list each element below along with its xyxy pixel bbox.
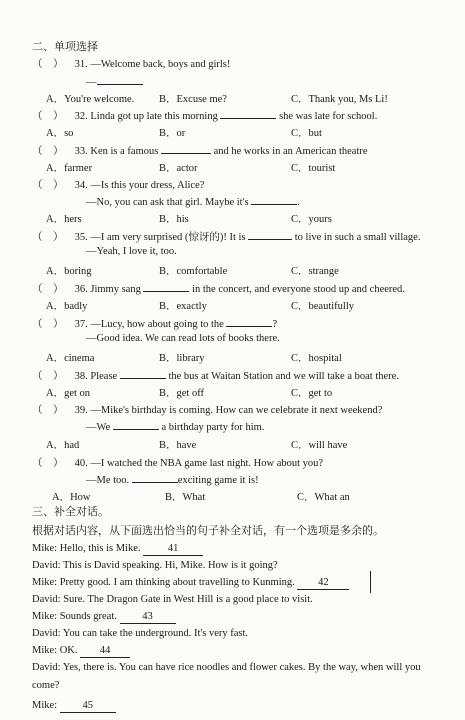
question-stem: —Welcome back, boys and girls!	[90, 59, 231, 70]
answer-blank	[143, 281, 189, 292]
answer-blank	[132, 472, 178, 483]
question-stem: —Mike's birthday is coming. How can we celebrate it next weekend?	[90, 405, 383, 416]
question-36	[32, 281, 405, 296]
question-number: 36.	[74, 284, 88, 295]
dialogue-line	[32, 700, 116, 713]
answer-paren[interactable]: （ ）	[32, 319, 64, 330]
question-39	[32, 402, 382, 417]
dialogue-text: Mike: OK.	[32, 645, 78, 656]
option-b: B．his	[159, 214, 189, 225]
answer-blank-41[interactable]: 41	[143, 543, 203, 556]
answer-paren[interactable]: （ ）	[32, 458, 64, 469]
dialogue-line	[32, 611, 176, 624]
option-a: A．You're welcome.	[46, 94, 135, 105]
question-stem-after: ?	[272, 319, 278, 330]
option-c: C．but	[291, 128, 322, 139]
question-stem-after: in the concert, and everyone stood up and cheered.	[192, 284, 405, 295]
option-c: C．Thank you, Ms Li!	[291, 94, 388, 105]
dialogue-line	[32, 543, 203, 556]
answer-paren[interactable]: （ ）	[32, 180, 64, 191]
answer-paren[interactable]: （ ）	[32, 146, 64, 157]
option-a: A．How	[52, 492, 91, 503]
dialogue-line	[32, 680, 59, 691]
answer-paren[interactable]: （ ）	[32, 59, 64, 70]
question-number: 40.	[74, 458, 88, 469]
dialogue-line	[32, 628, 248, 639]
question-number: 33.	[74, 146, 88, 157]
question-39-options	[46, 437, 456, 451]
option-c: C．What an	[297, 492, 350, 503]
answer-blank	[226, 316, 272, 327]
option-c: C．beautifully	[291, 301, 354, 312]
question-34-options	[46, 211, 456, 225]
dialogue-line	[32, 560, 278, 571]
question-number: 37.	[74, 319, 88, 330]
answer-blank-44[interactable]: 44	[80, 645, 130, 658]
option-b: B．library	[159, 353, 205, 364]
option-b: B．or	[159, 128, 186, 139]
dialogue-text: Mike: Pretty good. I am thinking about travelling to Kunming.	[32, 577, 295, 588]
dialogue-text: Mike: Hello, this is Mike.	[32, 543, 141, 554]
dialogue-text: David: Yes, there is. You can have rice noodles and flower cakes. By the way, when will you	[32, 662, 421, 673]
option-a: A．boring	[46, 266, 92, 277]
question-37	[32, 316, 277, 331]
response-text-after: .	[297, 197, 300, 208]
question-stem: —Is this your dress, Alice?	[90, 180, 205, 191]
question-35-response	[86, 246, 177, 257]
question-stem: —Lucy, how about going to the	[90, 319, 224, 330]
response-text-after: exciting game it is!	[177, 475, 259, 486]
answer-blank	[120, 368, 166, 379]
option-c: C．hospital	[291, 353, 342, 364]
question-number: 31.	[74, 59, 88, 70]
response-text: —We	[86, 422, 111, 433]
option-c: C．will have	[291, 440, 348, 451]
option-a: A．badly	[46, 301, 88, 312]
question-number: 34.	[74, 180, 88, 191]
question-37-options	[46, 350, 456, 364]
question-stem: —I am very surprised (惊讶的)! It is	[90, 232, 246, 243]
answer-blank-43[interactable]: 43	[120, 611, 176, 624]
question-stem: Please	[90, 371, 118, 382]
question-stem-after: she was late for school.	[279, 111, 378, 122]
answer-blank-42[interactable]: 42	[297, 577, 349, 590]
answer-blank	[251, 194, 297, 205]
question-32	[32, 108, 377, 123]
response-text: —No, you can ask that girl. Maybe it's	[86, 197, 249, 208]
answer-paren[interactable]: （ ）	[32, 284, 64, 295]
question-40	[32, 455, 323, 470]
margin-mark	[370, 571, 371, 593]
question-38	[32, 368, 399, 383]
answer-blank	[97, 74, 143, 85]
option-a: A．so	[46, 128, 74, 139]
option-a: A．hers	[46, 214, 82, 225]
response-text: —Me too.	[86, 475, 130, 486]
response-dash: —	[86, 77, 97, 88]
question-35-options	[46, 263, 456, 277]
option-b: B．actor	[159, 163, 198, 174]
question-stem: —I watched the NBA game last night. How about you?	[90, 458, 324, 469]
answer-paren[interactable]: （ ）	[32, 111, 64, 122]
question-34	[32, 177, 204, 192]
question-32-options	[46, 125, 456, 139]
answer-blank	[113, 419, 159, 430]
section-instruction: 根据对话内容，从下面选出恰当的句子补全对话，有一个选项是多余的。	[32, 525, 384, 537]
question-34-response	[86, 194, 300, 208]
dialogue-line	[32, 594, 313, 605]
option-b: B．What	[165, 492, 206, 503]
question-stem: Ken is a famous	[90, 146, 159, 157]
question-31-options	[46, 91, 456, 105]
question-36-options	[46, 298, 456, 312]
question-number: 38.	[74, 371, 88, 382]
answer-blank-45[interactable]: 45	[60, 700, 116, 713]
answer-blank	[248, 229, 292, 240]
option-a: A．get on	[46, 388, 91, 399]
question-31-response	[86, 74, 143, 88]
response-text-after: a birthday party for him.	[161, 422, 265, 433]
dialogue-line	[32, 662, 421, 673]
question-40-response	[86, 472, 259, 486]
dialogue-line	[32, 645, 130, 658]
section-title-dialogue: 三、补全对话。	[32, 506, 109, 518]
question-stem-after: and he works in an American theatre	[213, 146, 368, 157]
option-b: B．comfortable	[159, 266, 228, 277]
question-stem: Linda got up late this morning	[90, 111, 218, 122]
section-title-multiple-choice: 二、单项选择	[32, 41, 98, 53]
option-b: B．exactly	[159, 301, 207, 312]
answer-paren[interactable]: （ ）	[32, 405, 64, 416]
question-33-options	[46, 160, 456, 174]
dialogue-text: Mike: Sounds great.	[32, 611, 117, 622]
question-number: 35.	[74, 232, 88, 243]
option-c: C．tourist	[291, 163, 336, 174]
question-number: 32.	[74, 111, 88, 122]
question-33	[32, 143, 368, 158]
question-39-response	[86, 419, 264, 433]
question-38-options	[46, 385, 456, 399]
answer-blank	[161, 143, 211, 154]
question-31	[32, 56, 230, 71]
option-b: B．get off	[159, 388, 205, 399]
dialogue-text: David: You can take the underground. It's very fast.	[32, 628, 249, 639]
response-text: —Good idea. We can read lots of books there.	[86, 333, 280, 344]
option-c: C．get to	[291, 388, 333, 399]
option-c: C．strange	[291, 266, 339, 277]
dialogue-text: David: Sure. The Dragon Gate in West Hill is a good place to visit.	[32, 594, 313, 605]
question-40-options	[52, 489, 462, 503]
answer-paren[interactable]: （ ）	[32, 232, 64, 243]
option-a: A．cinema	[46, 353, 95, 364]
option-b: B．Excuse me?	[159, 94, 227, 105]
dialogue-text: come?	[32, 680, 60, 691]
question-stem-after: to live in such a small village.	[294, 232, 421, 243]
dialogue-text: Mike:	[32, 700, 58, 711]
question-37-response	[86, 333, 280, 344]
question-stem-after: the bus at Waitan Station and we will take a boat there.	[168, 371, 399, 382]
question-35	[32, 229, 420, 244]
answer-paren[interactable]: （ ）	[32, 371, 64, 382]
dialogue-text: David: This is David speaking. Hi, Mike. How is it going?	[32, 560, 278, 571]
option-a: A．had	[46, 440, 80, 451]
option-a: A．farmer	[46, 163, 93, 174]
dialogue-line	[32, 577, 349, 590]
response-text: —Yeah, I love it, too.	[86, 246, 177, 257]
answer-blank	[220, 108, 276, 119]
question-number: 39.	[74, 405, 88, 416]
option-c: C．yours	[291, 214, 332, 225]
question-stem: Jimmy sang	[90, 284, 141, 295]
option-b: B．have	[159, 440, 197, 451]
